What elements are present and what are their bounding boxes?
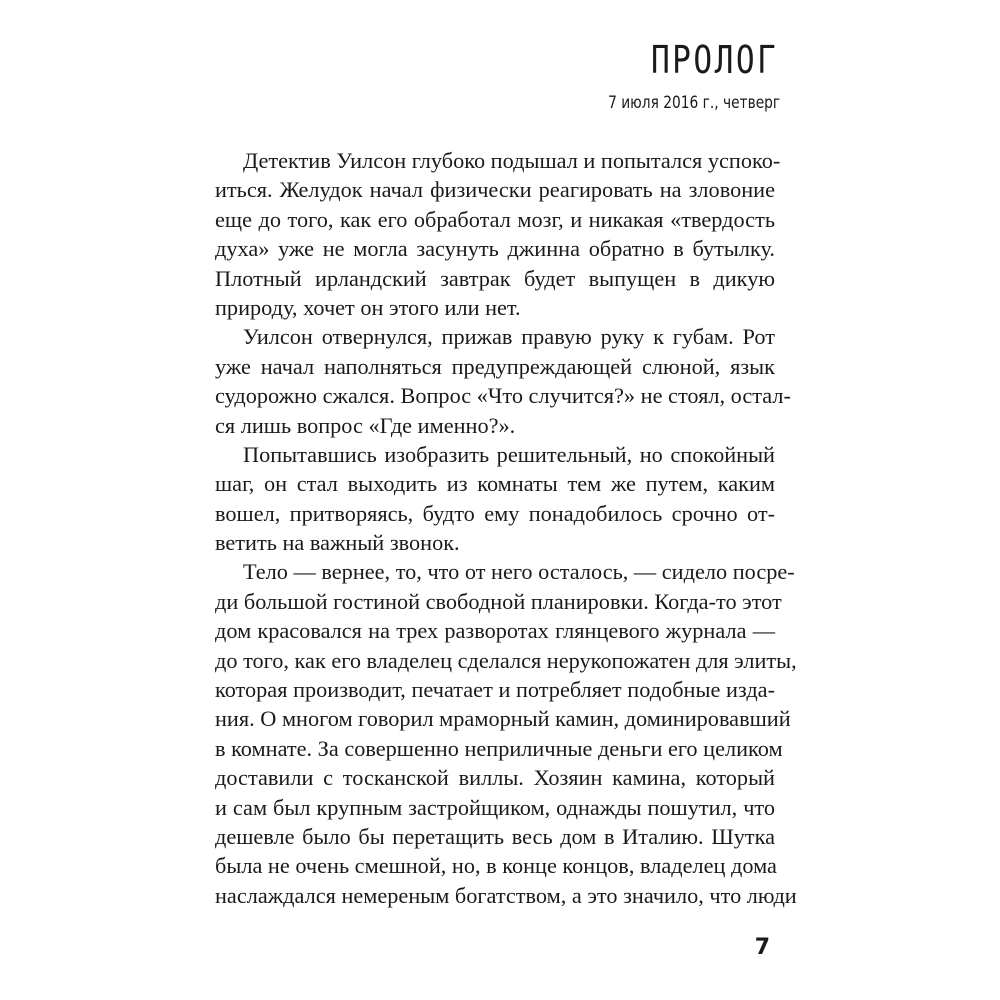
text-line: Уилсон отвернулся, прижав правую руку к губам. Рот xyxy=(243,324,775,350)
text-line: уже начал наполняться предупреждающей слюной, язык xyxy=(215,353,775,379)
text-line: и сам был крупным застройщиком, однажды пошутил, что xyxy=(215,794,775,820)
text-line: Попытавшись изобразить решительный, но спокойный xyxy=(243,441,775,467)
text-line: до того, как его владелец сделался нерукопожатен для элиты, xyxy=(215,647,797,673)
text-line: наслаждался немереным богатством, а это значило, что люди xyxy=(215,882,797,908)
paragraph-2 xyxy=(215,322,791,440)
text-line: которая производит, печатает и потребляет подобные изда- xyxy=(215,677,775,703)
text-line: Плотный ирландский завтрак будет выпущен в дикую xyxy=(215,265,775,291)
paragraph-4 xyxy=(215,557,797,910)
text-line: духа» уже не могла засунуть джинна обратно в бутылку. xyxy=(215,236,775,262)
page-number: 7 xyxy=(754,935,770,960)
text-line: доставили с тосканской виллы. Хозяин камина, который xyxy=(215,765,775,791)
text-line: Детектив Уилсон глубоко подышал и попытался успоко- xyxy=(243,148,781,173)
text-line: вошел, притворяясь, будто ему понадобилось срочно от- xyxy=(215,500,775,526)
text-line: судорожно сжался. Вопрос «Что случится?» не стоял, остал- xyxy=(215,383,791,409)
text-line: ния. О многом говорил мраморный камин, доминировавший xyxy=(215,706,791,732)
text-line: ся лишь вопрос «Где именно?». xyxy=(215,412,516,438)
text-line: ветить на важный звонок. xyxy=(215,530,460,556)
text-line: дешевле было бы перетащить весь дом в Италию. Шутка xyxy=(215,823,775,849)
text-line: природу, хочет он этого или нет. xyxy=(215,294,521,320)
paragraph-1 xyxy=(215,146,781,322)
chapter-title: ПРОЛОГ xyxy=(650,38,778,82)
body-text xyxy=(215,146,797,910)
text-line: Тело — вернее, то, что от него осталось, — сидело посре- xyxy=(243,559,795,585)
text-line: была не очень смешной, но, в конце концов, владелец дома xyxy=(215,853,777,879)
text-line: иться. Желудок начал физически реагировать на зловоние xyxy=(215,177,775,203)
text-line: ди большой гостиной свободной планировки. Когда-то этот xyxy=(215,588,782,614)
text-line: в комнате. За совершенно неприличные деньги его целиком xyxy=(215,735,783,761)
paragraph-3 xyxy=(215,440,775,558)
chapter-date: 7 июля 2016 г., четверг xyxy=(607,93,780,113)
text-line: шаг, он стал выходить из комнаты тем же путем, каким xyxy=(215,471,775,497)
text-line: еще до того, как его обработал мозг, и никакая «твердость xyxy=(215,206,775,232)
text-line: дом красовался на трех разворотах глянцевого журнала — xyxy=(215,618,775,644)
